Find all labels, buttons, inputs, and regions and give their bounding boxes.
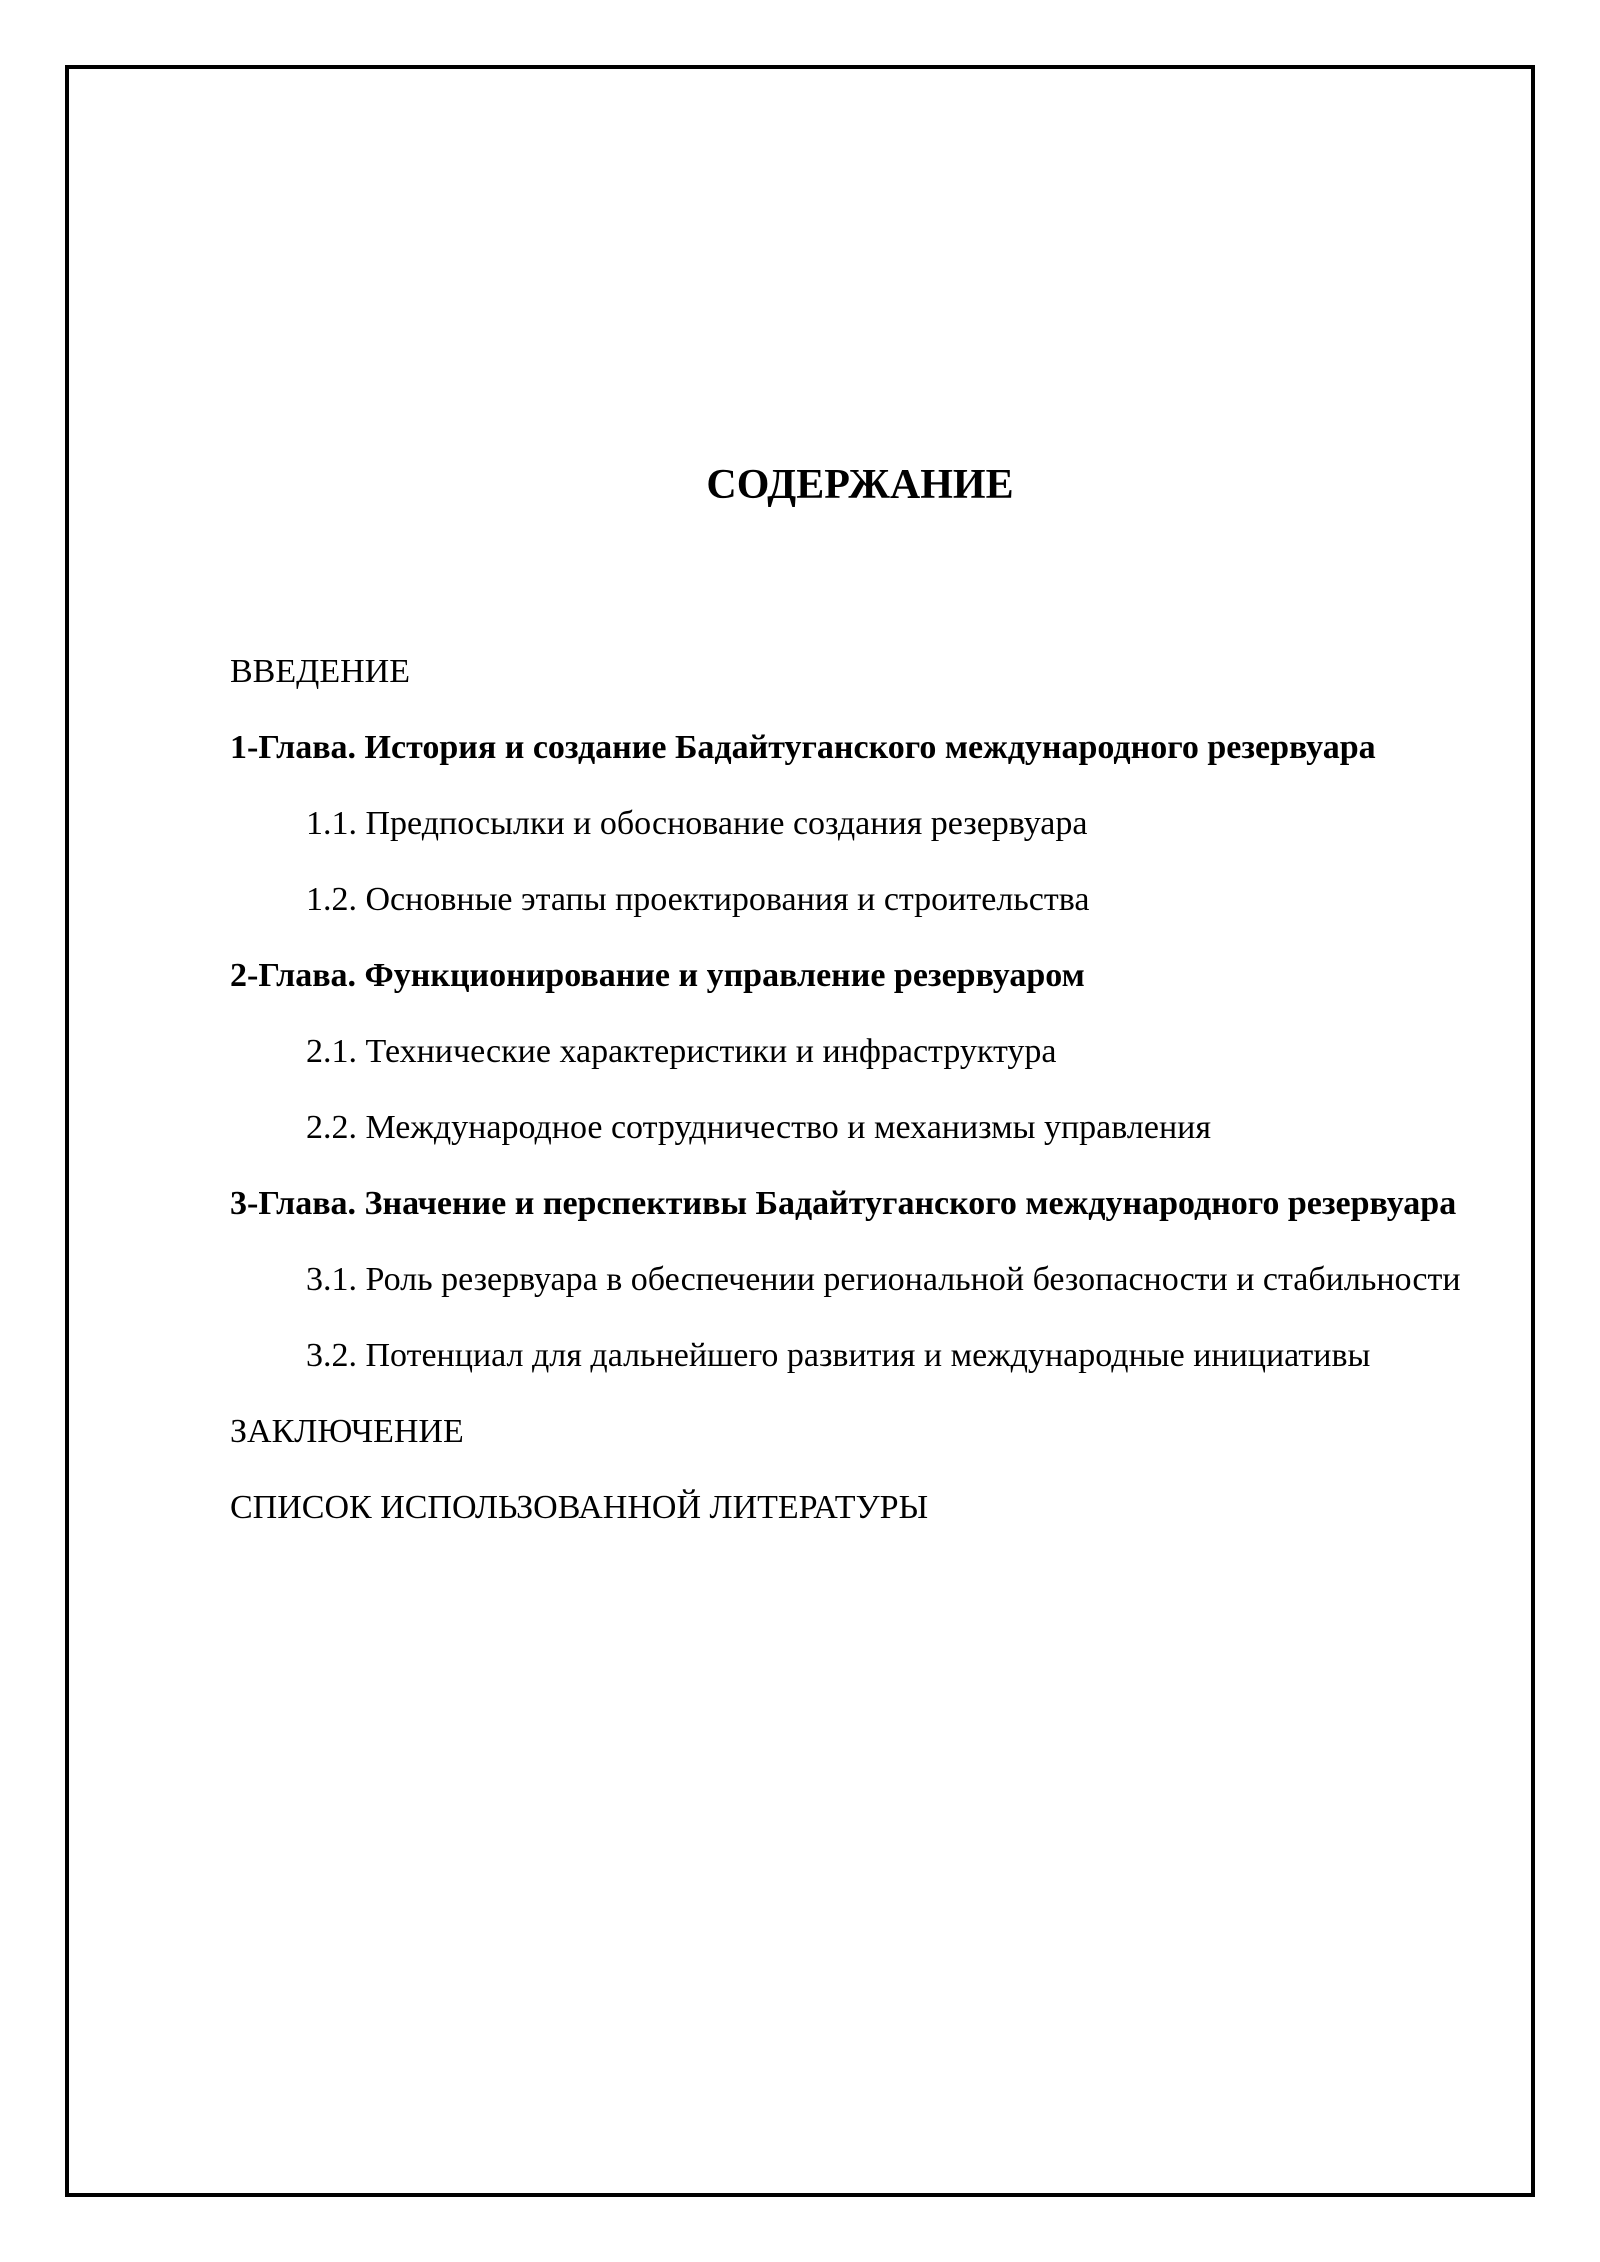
toc-section-1-1: 1.1. Предпосылки и обоснование создания резервуара bbox=[306, 805, 1088, 842]
toc-section-1-2: 1.2. Основные этапы проектирования и строительства bbox=[306, 881, 1090, 918]
toc-chapter-1: 1-Глава. История и создание Бадайтуганского международного резервуара bbox=[230, 729, 1376, 766]
toc-chapter-2: 2-Глава. Функционирование и управление резервуаром bbox=[230, 957, 1085, 994]
toc-section-3-1: 3.1. Роль резервуара в обеспечении региональной безопасности и стабильности bbox=[306, 1261, 1461, 1298]
toc-section-3-2: 3.2. Потенциал для дальнейшего развития и международные инициативы bbox=[306, 1337, 1371, 1374]
table-of-contents bbox=[230, 640, 1500, 1552]
page-title: СОДЕРЖАНИЕ bbox=[706, 462, 1014, 508]
toc-bibliography: СПИСОК ИСПОЛЬЗОВАННОЙ ЛИТЕРАТУРЫ bbox=[230, 1489, 929, 1526]
toc-section-2-2: 2.2. Международное сотрудничество и механизмы управления bbox=[306, 1109, 1211, 1146]
toc-section-2-1: 2.1. Технические характеристики и инфраструктура bbox=[306, 1033, 1057, 1070]
toc-introduction: ВВЕДЕНИЕ bbox=[230, 653, 410, 690]
toc-chapter-3: 3-Глава. Значение и перспективы Бадайтуганского международного резервуара bbox=[230, 1185, 1457, 1222]
toc-conclusion: ЗАКЛЮЧЕНИЕ bbox=[230, 1413, 464, 1450]
